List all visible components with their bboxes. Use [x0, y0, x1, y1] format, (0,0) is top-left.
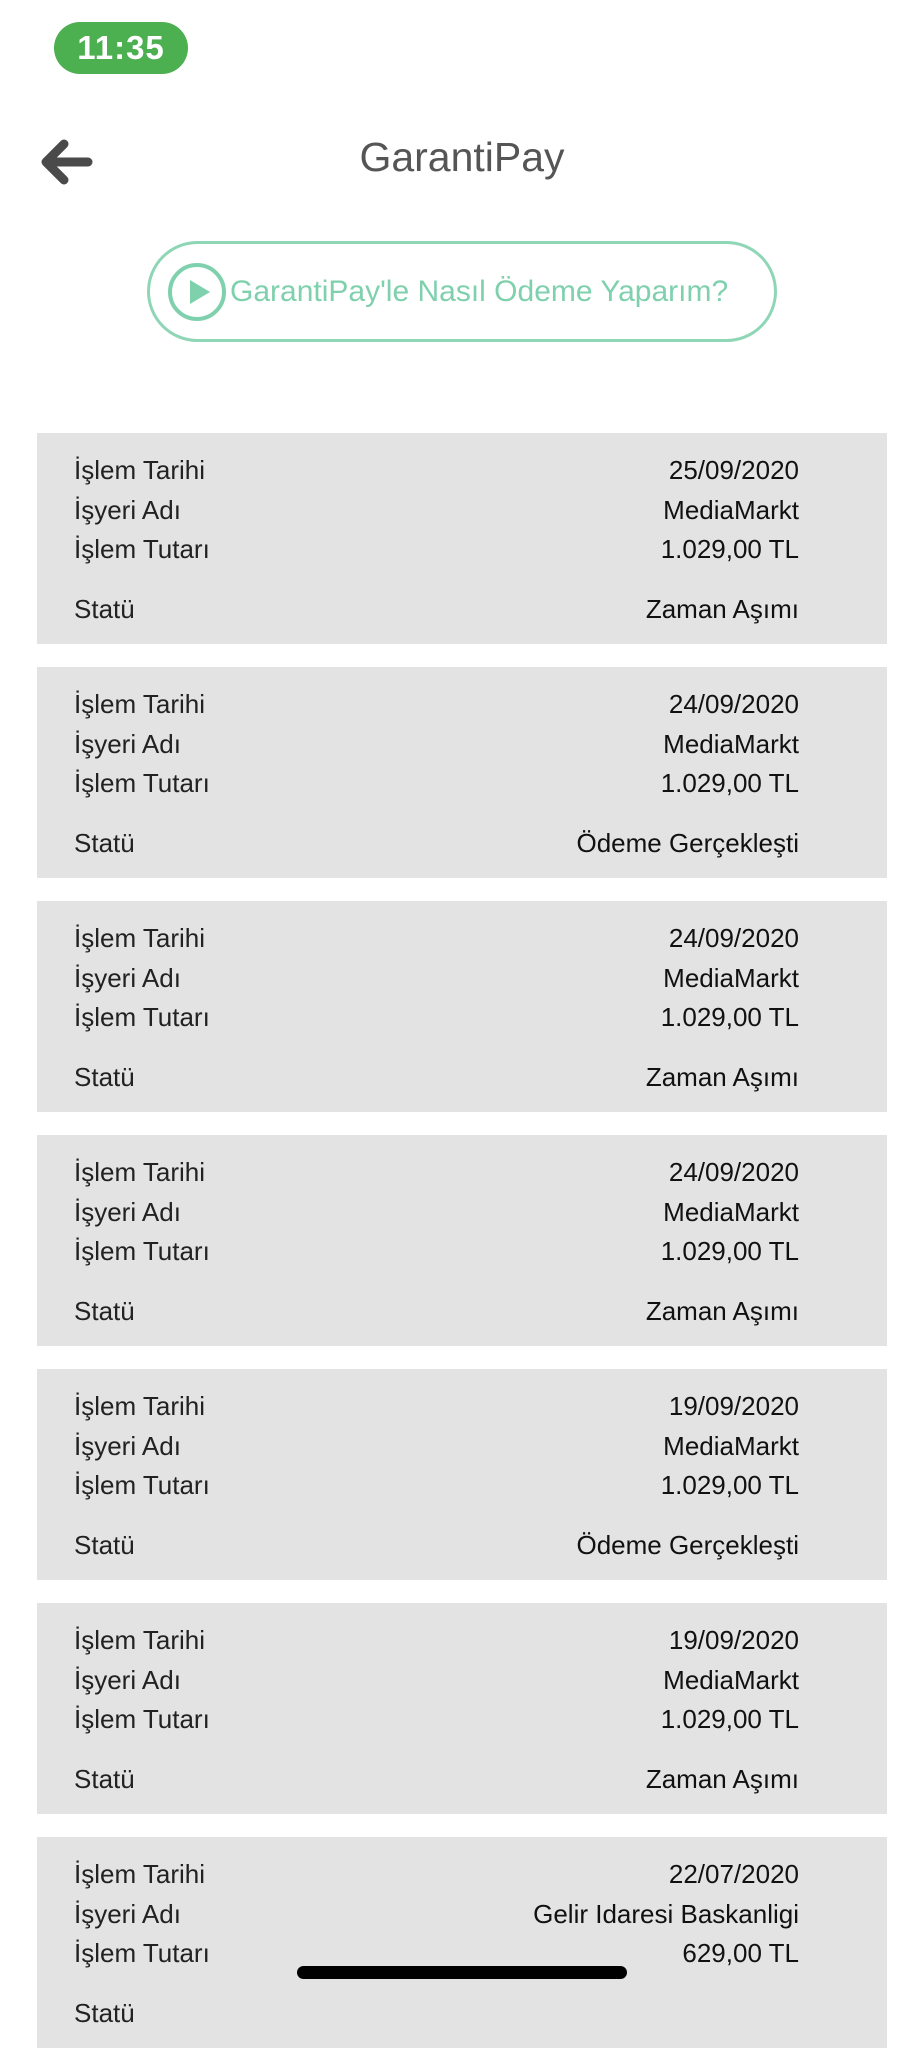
transaction-status-value: Ödeme Gerçekleşti [576, 828, 799, 858]
merchant-name-row [74, 729, 799, 760]
transaction-status-value: Zaman Aşımı [645, 1296, 799, 1326]
how-to-pay-button[interactable] [147, 241, 777, 342]
transaction-date-value: 19/09/2020 [668, 1391, 799, 1421]
merchant-name-row [74, 495, 799, 526]
transaction-date-row [74, 1391, 799, 1422]
transaction-amount-row [74, 1236, 799, 1267]
merchant-name-label: İşyeri Adı [74, 1431, 181, 1461]
transaction-amount-label: İşlem Tutarı [74, 1236, 210, 1266]
merchant-name-row [74, 1197, 799, 1228]
transaction-date-label: İşlem Tarihi [74, 1625, 206, 1655]
transaction-amount-value: 629,00 TL [682, 1938, 799, 1968]
merchant-name-value: MediaMarkt [663, 1431, 799, 1461]
transaction-date-row [74, 455, 799, 486]
merchant-name-row [74, 1431, 799, 1462]
transaction-amount-value: 1.029,00 TL [660, 1002, 799, 1032]
transaction-date-row [74, 1157, 799, 1188]
transaction-date-label: İşlem Tarihi [74, 689, 206, 719]
transaction-amount-value: 1.029,00 TL [660, 534, 799, 564]
how-to-pay-label: GarantiPay'le Nasıl Ödeme Yaparım? [230, 274, 729, 308]
transaction-date-label: İşlem Tarihi [74, 455, 206, 485]
transaction-amount-value: 1.029,00 TL [660, 1470, 799, 1500]
transaction-status-label: Statü [74, 1764, 135, 1794]
transaction-date-row [74, 923, 799, 954]
transaction-amount-row [74, 1002, 799, 1033]
merchant-name-value: MediaMarkt [663, 963, 799, 993]
transaction-status-row [74, 1530, 799, 1561]
transaction-amount-row [74, 1938, 799, 1969]
merchant-name-value: MediaMarkt [663, 1197, 799, 1227]
transaction-status-value: Zaman Aşımı [645, 594, 799, 624]
transaction-amount-value: 1.029,00 TL [660, 768, 799, 798]
transaction-amount-value: 1.029,00 TL [660, 1704, 799, 1734]
merchant-name-label: İşyeri Adı [74, 1197, 181, 1227]
merchant-name-row [74, 963, 799, 994]
transaction-status-label: Statü [74, 1296, 135, 1326]
transaction-date-label: İşlem Tarihi [74, 1391, 206, 1421]
merchant-name-value: MediaMarkt [663, 1665, 799, 1695]
transaction-amount-label: İşlem Tutarı [74, 1470, 210, 1500]
merchant-name-label: İşyeri Adı [74, 495, 181, 525]
transaction-amount-label: İşlem Tutarı [74, 534, 210, 564]
transaction-amount-row [74, 1470, 799, 1501]
transaction-card[interactable] [37, 433, 887, 644]
transaction-date-value: 25/09/2020 [668, 455, 799, 485]
transaction-date-label: İşlem Tarihi [74, 1859, 206, 1889]
transaction-amount-label: İşlem Tutarı [74, 1938, 210, 1968]
merchant-name-label: İşyeri Adı [74, 963, 181, 993]
transaction-date-row [74, 689, 799, 720]
transaction-status-label: Statü [74, 1062, 135, 1092]
transaction-status-value: Zaman Aşımı [645, 1764, 799, 1794]
transaction-list [37, 433, 887, 2071]
transaction-date-value: 24/09/2020 [668, 689, 799, 719]
transaction-amount-label: İşlem Tutarı [74, 1002, 210, 1032]
merchant-name-row [74, 1899, 799, 1930]
transaction-date-label: İşlem Tarihi [74, 1157, 206, 1187]
transaction-status-value: Zaman Aşımı [645, 1062, 799, 1092]
transaction-status-label: Statü [74, 594, 135, 624]
transaction-card[interactable] [37, 901, 887, 1112]
transaction-status-label: Statü [74, 1530, 135, 1560]
transaction-status-row [74, 1296, 799, 1327]
transaction-status-label: Statü [74, 1998, 135, 2028]
transaction-card[interactable] [37, 1135, 887, 1346]
transaction-amount-row [74, 1704, 799, 1735]
transaction-date-value: 24/09/2020 [668, 923, 799, 953]
transaction-card[interactable] [37, 1603, 887, 1814]
transaction-status-value: Ödeme Gerçekleşti [576, 1530, 799, 1560]
transaction-date-value: 22/07/2020 [668, 1859, 799, 1889]
transaction-date-row [74, 1859, 799, 1890]
merchant-name-value: MediaMarkt [663, 729, 799, 759]
transaction-status-row [74, 1062, 799, 1093]
transaction-amount-label: İşlem Tutarı [74, 768, 210, 798]
status-bar-time: 11:35 [54, 22, 188, 74]
home-indicator [297, 1966, 627, 1979]
merchant-name-value: Gelir Idaresi Baskanligi [533, 1899, 799, 1929]
merchant-name-label: İşyeri Adı [74, 1899, 181, 1929]
transaction-date-label: İşlem Tarihi [74, 923, 206, 953]
transaction-date-value: 19/09/2020 [668, 1625, 799, 1655]
transaction-status-label: Statü [74, 828, 135, 858]
transaction-card[interactable] [37, 667, 887, 878]
transaction-status-row [74, 594, 799, 625]
transaction-amount-value: 1.029,00 TL [660, 1236, 799, 1266]
transaction-card[interactable] [37, 1837, 887, 2048]
transaction-status-row [74, 828, 799, 859]
transaction-card[interactable] [37, 1369, 887, 1580]
transaction-amount-row [74, 768, 799, 799]
play-circle-icon [166, 261, 228, 323]
transaction-amount-row [74, 534, 799, 565]
transaction-amount-label: İşlem Tutarı [74, 1704, 210, 1734]
page-title: GarantiPay [359, 134, 565, 180]
merchant-name-value: MediaMarkt [663, 495, 799, 525]
transaction-date-value: 24/09/2020 [668, 1157, 799, 1187]
merchant-name-label: İşyeri Adı [74, 729, 181, 759]
transaction-status-row [74, 1998, 799, 2029]
transaction-date-row [74, 1625, 799, 1656]
merchant-name-row [74, 1665, 799, 1696]
merchant-name-label: İşyeri Adı [74, 1665, 181, 1695]
transaction-status-row [74, 1764, 799, 1795]
